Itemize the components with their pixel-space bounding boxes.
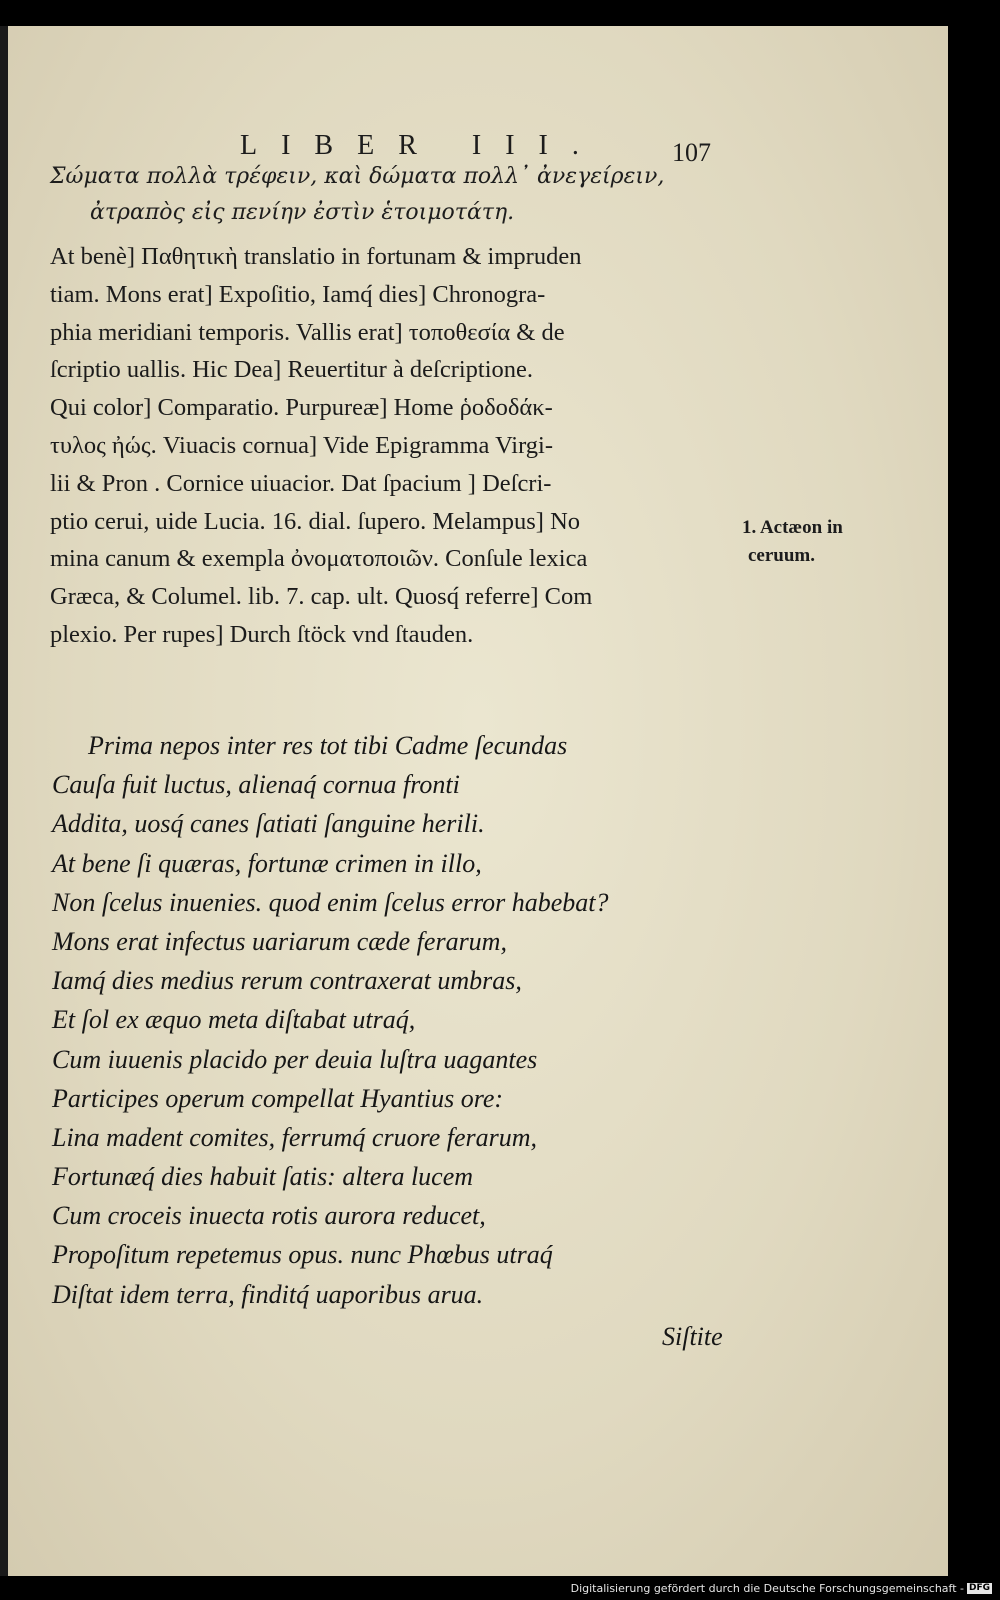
- verse-line: Et ſol ex æquo meta diſtabat utraq́,: [52, 1005, 416, 1035]
- page-number: 107: [672, 138, 711, 167]
- verse-line: Participes operum compellat Hyantius ore:: [52, 1083, 504, 1113]
- commentary-line: plexio. Per rupes] Durch ſtöck vnd ſtauden.: [50, 620, 474, 648]
- footer-text: Digitalisierung gefördert durch die Deutsche Forschungsgemeinschaft -: [570, 1582, 964, 1595]
- verse-line: Iamq́ dies medius rerum contraxerat umbras,: [52, 966, 522, 996]
- verse-line: At bene ſi quæras, fortunæ crimen in illo,: [52, 848, 482, 878]
- dfg-logo-icon: DFG: [968, 1583, 990, 1593]
- verse-line: Propoſitum repetemus opus. nunc Phœbus utraq́: [52, 1240, 553, 1270]
- commentary-line: phia meridiani temporis. Vallis erat] τοποθεσία & de: [50, 318, 565, 346]
- commentary-line: Græca, & Columel. lib. 7. cap. ult. Quosq́ referre] Com: [50, 583, 593, 611]
- commentary-line: tiam. Mons erat] Expoſitio, Iamq́ dies] Chronogra-: [50, 280, 546, 308]
- margin-note-line: ceruum.: [748, 545, 816, 566]
- catchword: Siſtite: [662, 1322, 723, 1351]
- commentary-line: At benè] Παθητικὴ translatio in fortunam & impruden: [50, 243, 582, 270]
- greek-line: ἀτραπὸς εἰς πενίην ἐστὶν ἑτοιμοτάτη.: [90, 200, 515, 225]
- commentary-line: lii & Pron . Cornice uiuacior. Dat ſpacium ] Deſcri-: [50, 469, 552, 497]
- commentary-line: τυλος ἠώς. Viuacis cornua] Vide Epigramma Virgi-: [50, 431, 554, 459]
- margin-note-line: 1. Actæon in: [742, 517, 843, 538]
- verse-line: Cum iuuenis placido per deuia luſtra uagantes: [52, 1044, 538, 1074]
- margin-note: [742, 514, 843, 570]
- verse-line: Cum croceis inuecta rotis aurora reducet,: [52, 1201, 486, 1231]
- verse-line: Addita, uosq́ canes ſatiati ſanguine herili.: [52, 809, 485, 839]
- commentary-line: ptio cerui, uide Lucia. 16. dial. ſupero. Melampus] No: [50, 507, 581, 535]
- verse-line: Non ſcelus inuenies. quod enim ſcelus error habebat?: [52, 887, 609, 917]
- verse-line: Cauſa fuit luctus, alienaq́ cornua fronti: [52, 770, 460, 800]
- verse-line: Prima nepos inter res tot tibi Cadme ſecundas: [88, 731, 568, 760]
- commentary-line: Qui color] Comparatio. Purpureæ] Home ῥοδοδάκ-: [50, 394, 553, 422]
- footer-credit: [571, 1582, 992, 1595]
- commentary: [50, 238, 730, 654]
- verse-line: Diſtat idem terra, finditq́ uaporibus arua.: [52, 1279, 484, 1309]
- commentary-line: ſcriptio uallis. Hic Dea] Reuertitur à deſcriptione.: [50, 356, 534, 384]
- book-page: [0, 26, 948, 1576]
- commentary-line: mina canum & exempla ὀνοματοποιῶν. Conſule lexica: [50, 545, 588, 573]
- verse-line: Lina madent comites, ferrumq́ cruore ferarum,: [52, 1122, 538, 1152]
- verse-block: [52, 726, 732, 1314]
- running-title: LIBER III.: [240, 130, 603, 161]
- verse-line: Fortunæq́ dies habuit ſatis: altera lucem: [52, 1162, 474, 1192]
- greek-line: Σώματα πολλὰ τρέφειν, καὶ δώματα πολλ᾽ ἀνεγείρειν,: [50, 164, 665, 189]
- verse-line: Mons erat infectus uariarum cæde ferarum,: [52, 926, 507, 956]
